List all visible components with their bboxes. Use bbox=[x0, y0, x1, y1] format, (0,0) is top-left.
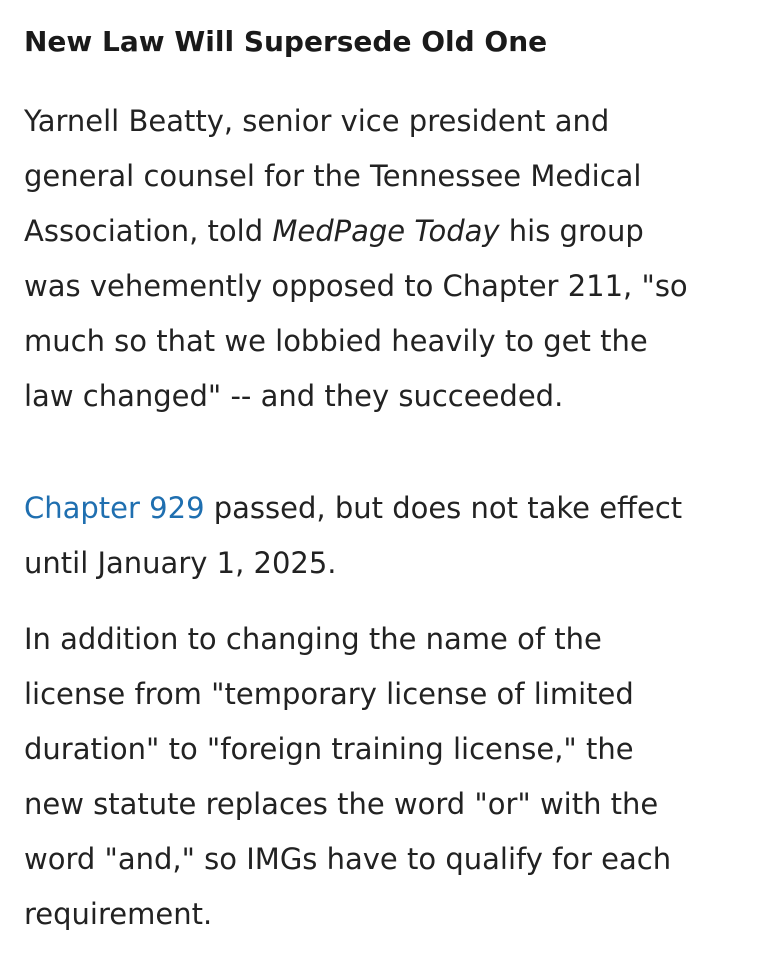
paragraph-line bbox=[24, 481, 682, 536]
paragraph-line: was vehemently opposed to Chapter 211, "so bbox=[24, 269, 688, 303]
paragraph-line: requirement. bbox=[24, 897, 213, 931]
publication-name: MedPage Today bbox=[272, 214, 500, 248]
text-segment: Association, told bbox=[24, 214, 273, 248]
paragraph-line: until January 1, 2025. bbox=[24, 546, 337, 580]
chapter-929-link[interactable]: Chapter 929 bbox=[24, 491, 205, 525]
paragraph-line: license from "temporary license of limited bbox=[24, 677, 634, 711]
text-segment: passed, but does not take effect bbox=[204, 491, 683, 525]
paragraph-line: general counsel for the Tennessee Medical bbox=[24, 159, 642, 193]
paragraph-beatty-quote bbox=[24, 94, 688, 424]
paragraph-line: duration" to "foreign training license," the bbox=[24, 732, 634, 766]
text-segment: his group bbox=[499, 214, 644, 248]
paragraph-line: new statute replaces the word "or" with the bbox=[24, 787, 659, 821]
paragraph-line: Yarnell Beatty, senior vice president and bbox=[24, 104, 610, 138]
paragraph-new-statute bbox=[24, 612, 671, 942]
paragraph-line: In addition to changing the name of the bbox=[24, 622, 602, 656]
paragraph-chapter-929 bbox=[24, 481, 682, 591]
paragraph-line: law changed" -- and they succeeded. bbox=[24, 379, 564, 413]
section-heading: New Law Will Supersede Old One bbox=[24, 25, 548, 58]
paragraph-line: much so that we lobbied heavily to get the bbox=[24, 324, 648, 358]
paragraph-line bbox=[24, 204, 688, 259]
paragraph-line: word "and," so IMGs have to qualify for each bbox=[24, 842, 672, 876]
